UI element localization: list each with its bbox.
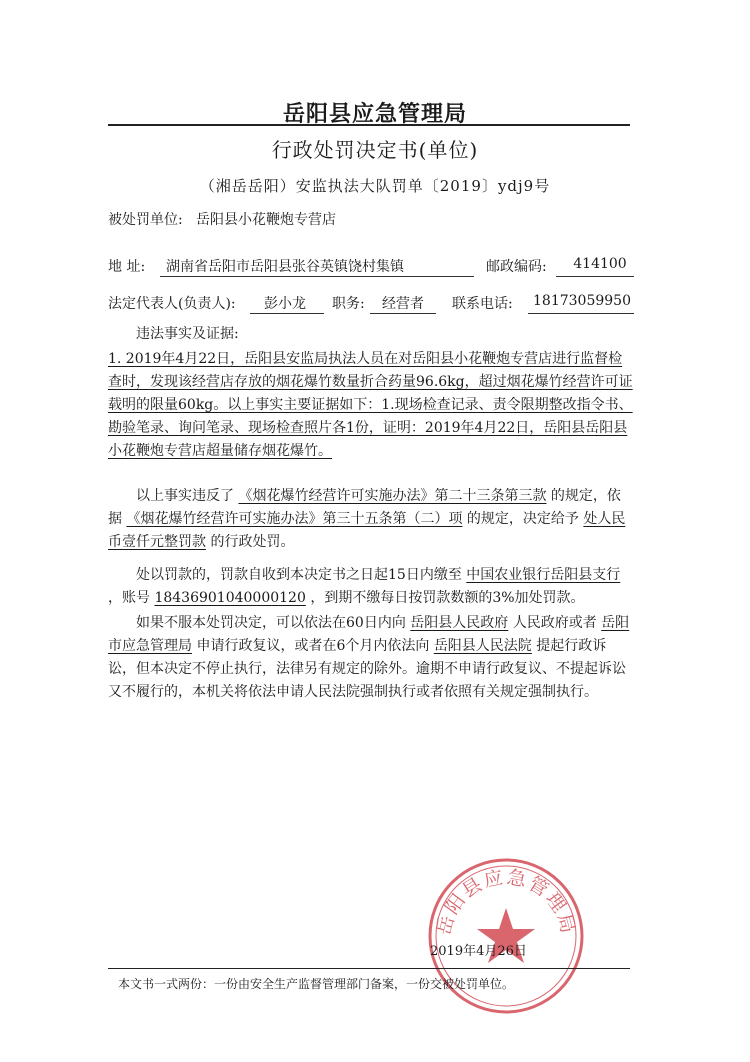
penalty-decision: 处人民币壹仟元整罚款 [108,511,626,550]
appeal-court: 岳阳县人民法院 [433,638,532,654]
phone-value: 18173059950 [533,293,631,309]
penalty-basis-law: 《烟花爆竹经营许可实施办法》第三十五条第（二）项 [126,511,463,527]
address-value: 湖南省岳阳市岳阳县张谷英镇饶村集镇 [166,259,404,275]
footer-rule [108,968,630,969]
position-value: 经营者 [382,296,424,312]
document-title: 行政处罚决定书(单位) [271,138,479,162]
issuing-organization: 岳阳县应急管理局 [282,101,467,127]
postcode-underline [556,276,634,277]
payment-text-b: ，账号 [108,590,150,606]
appeal-government: 岳阳县人民政府 [410,615,509,631]
representative-value: 彭小龙 [264,296,306,312]
party-value: 岳阳县小花鞭炮专营店 [196,212,336,228]
violation-text-d: 的行政处罚。 [210,534,295,550]
postcode-value: 414100 [573,256,627,272]
facts-paragraph [108,348,634,463]
postcode-label: 邮政编码: [486,259,547,275]
violation-text-c: 的规定，决定给予 [466,511,579,527]
facts-heading: 违法事实及证据: [136,326,239,342]
phone-underline [528,313,634,314]
footer-note: 本文书一式两份：一份由安全生产监督管理部门备案，一份交被处罚单位。 [118,977,515,991]
phone-label: 联系电话: [452,296,513,312]
payment-text-c: ，到期不缴每日按罚款数额的3%加处罚款。 [310,590,585,606]
violation-text-b: 的规定，依据 [108,488,621,527]
representative-label: 法定代表人(负责人): [108,296,236,312]
representative-underline [250,313,324,314]
facts-text: 1. 2019年4月22日，岳阳县安监局执法人员在对岳阳县小花鞭炮专营店进行监督检查时，发现该经营店存放的烟花爆竹数量折合药量96.6kg，超过烟花爆竹经营许可证载明的限量60kg。以上事实主要证据如下：1.现场检查记录、责令限期整改指令书、勘验笔录、询问笔录、现场检查照片各1份，证明：2019年4月22日，岳阳县岳阳县小花鞭炮专营店超量储存烟花爆竹。 [108,351,633,459]
party-label: 被处罚单位: [108,212,183,228]
address-underline [160,276,474,277]
appeal-text-a: 如果不服本处罚决定，可以依法在60日内向 [136,615,406,631]
header-rule [108,124,630,126]
address-label: 地 址: [108,259,146,275]
seal-text: 岳阳县应急管理局 [432,866,580,938]
document-number: （湘岳岳阳）安监执法大队罚单〔2019〕ydj9号 [199,177,551,195]
violation-text-a: 以上事实违反了 [136,488,234,504]
position-underline [370,313,436,314]
official-seal [426,856,586,1016]
violation-paragraph [108,485,634,554]
issue-date: 2019年4月26日 [430,944,527,959]
appeal-department: 岳阳市应急管理局 [108,615,630,654]
payment-account: 18436901040000120 [154,590,306,606]
appeal-text-d: 提起行政诉讼，但本决定不停止执行，法律另有规定的除外。逾期不申请行政复议、不提起诉讼又不履行的，本机关将依法申请人民法院强制执行或者依照有关规定强制执行。 [108,638,626,700]
appeal-text-c: 申请行政复议，或者在6个月内依法向 [196,638,430,654]
payment-text-a: 处以罚款的，罚款自收到本决定书之日起15日内缴至 [136,567,462,583]
payment-bank: 中国农业银行岳阳县支行 [466,567,621,583]
appeal-paragraph [108,612,634,704]
position-label: 职务: [332,296,365,312]
appeal-text-b: 人民政府或者 [512,615,597,631]
violated-law: 《烟花爆竹经营许可实施办法》第二十三条第三款 [238,488,547,504]
payment-paragraph [108,564,634,610]
